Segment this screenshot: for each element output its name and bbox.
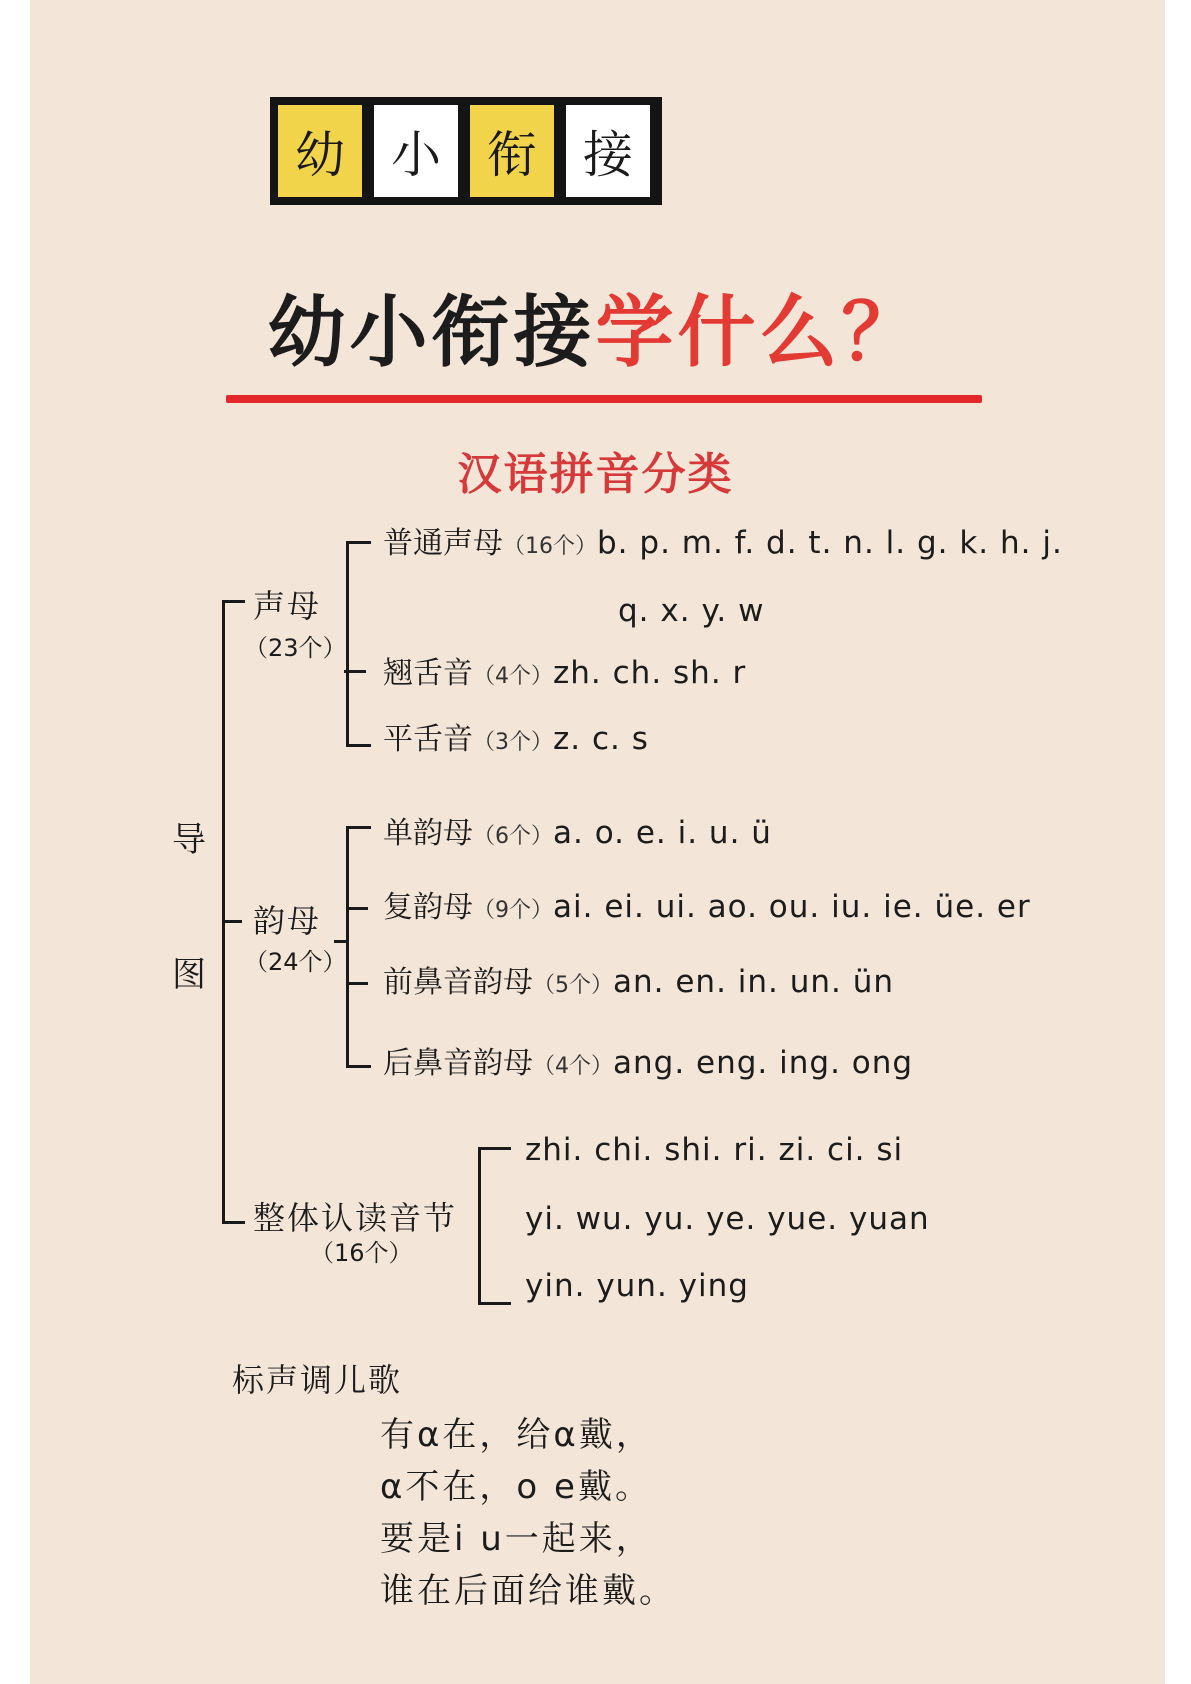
zhengti-row-2: yi. wu. yu. ye. yue. yuan [525,1201,930,1237]
group-count-shengmu: （23个） [244,634,347,662]
yunmu-item-1 [383,815,772,851]
item-count: （4个） [533,1054,613,1079]
item-count: （4个） [473,664,553,689]
item-name: 普通声母 [383,526,503,561]
group-count-yunmu: （24个） [244,948,347,976]
item-values: b. p. m. f. d. t. n. l. g. k. h. j. [597,525,1063,561]
shengmu-item-1-values-2: q. x. y. w [618,593,765,629]
item-values: an. en. in. un. ün [613,964,895,1000]
shengmu-item-1 [383,525,1063,561]
item-values: ai. ei. ui. ao. ou. iu. ie. üe. er [553,889,1031,925]
group-label-shengmu: 声母 [253,587,322,625]
item-values: a. o. e. i. u. ü [553,815,772,851]
zhengti-row-3: yin. yun. ying [525,1268,749,1304]
yunmu-tick-3 [346,982,368,985]
song-line-1: 有α在，给α戴， [380,1415,653,1455]
title-main: 幼小衔接 [267,288,596,378]
header-box-2: 小 [374,105,458,197]
item-name: 复韵母 [383,890,473,925]
title-highlight: 学什么？ [595,288,924,378]
root-label-2: 图 [172,955,206,995]
subtitle: 汉语拼音分类 [457,449,734,500]
item-name: 前鼻音韵母 [383,965,533,1000]
song-line-3: 要是i u一起来， [380,1519,653,1559]
zhengti-row-1: zhi. chi. shi. ri. zi. ci. si [525,1132,904,1168]
yunmu-item-4 [383,1045,914,1081]
yunmu-bracket [346,826,371,1068]
item-name: 单韵母 [383,816,473,851]
zhengti-bracket [478,1147,511,1305]
group-label-zhengti: 整体认读音节 [253,1199,458,1237]
group-label-yunmu: 韵母 [253,902,322,940]
yunmu-item-2 [383,889,1031,925]
shengmu-bracket [346,541,371,747]
header-box-3: 衔 [470,105,554,197]
song-line-4: 谁在后面给谁戴。 [380,1571,676,1611]
item-name: 平舌音 [383,722,473,757]
root-tick-yunmu [222,920,242,923]
title-underline [226,395,982,403]
item-name: 翘舌音 [383,656,473,691]
header-box-1: 幼 [278,105,362,197]
group-count-zhengti: （16个） [310,1239,413,1267]
item-count: （9个） [473,898,553,923]
root-bracket [222,600,245,1224]
item-values: ang. eng. ing. ong [613,1045,914,1081]
item-count: （3个） [473,730,553,755]
item-count: （16个） [503,534,597,559]
item-count: （6个） [473,824,553,849]
shengmu-item-3 [383,721,649,757]
song-title: 标声调儿歌 [232,1361,403,1399]
root-label-1: 导 [172,820,206,860]
item-count: （5个） [533,973,613,998]
shengmu-item-2 [383,655,747,691]
header-box-4: 接 [566,105,650,197]
item-values: z. c. s [553,721,649,757]
item-name: 后鼻音韵母 [383,1046,533,1081]
page-title [0,270,1191,382]
yunmu-item-3 [383,964,895,1000]
yunmu-tick-2 [346,907,368,910]
song-line-2: α不在，o e戴。 [380,1467,652,1507]
item-values: zh. ch. sh. r [553,655,747,691]
header-boxes [270,97,662,205]
